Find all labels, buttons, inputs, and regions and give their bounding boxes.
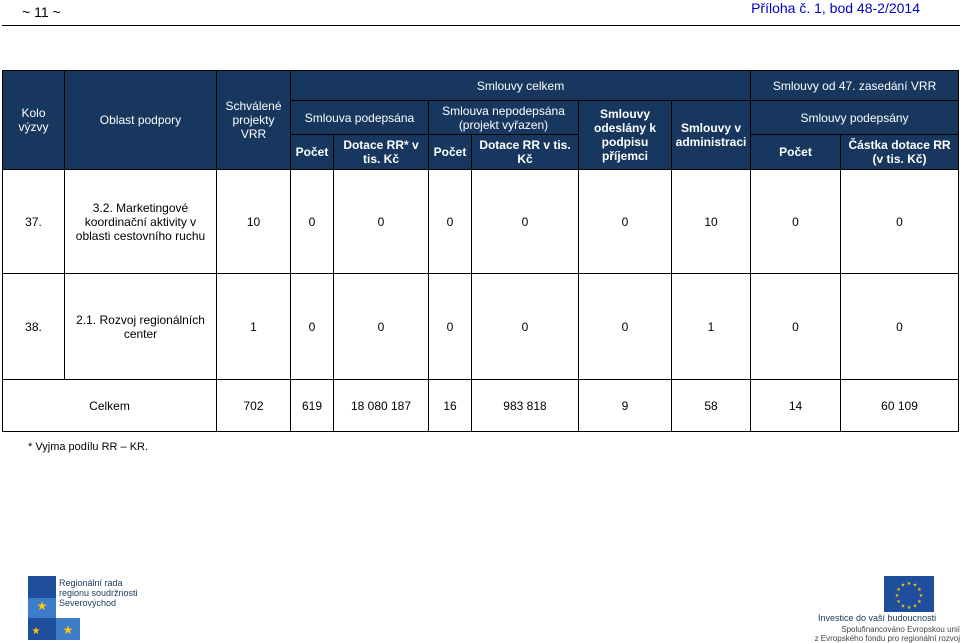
table-row — [3, 274, 959, 380]
total-value: 983 818 — [472, 380, 579, 432]
footnote: * Vyjma podílu RR – KR. — [28, 441, 149, 453]
header-podepsana: Smlouva podepsána — [291, 101, 429, 135]
row-value: 0 — [429, 274, 472, 380]
svg-text:★: ★ — [918, 593, 924, 599]
header-dotace-podepsana: Dotace RR* v tis. Kč — [334, 135, 429, 170]
row-value: 0 — [472, 170, 579, 274]
row-value: 10 — [672, 170, 751, 274]
header-schvalene: Schválené projekty VRR — [217, 71, 291, 170]
logo-left-line1: Regionální rada — [59, 578, 123, 588]
row-oblast: 2.1. Rozvoj regionálních center — [65, 274, 217, 380]
row-value: 0 — [429, 170, 472, 274]
attachment-reference: Příloha č. 1, bod 48-2/2014 — [751, 0, 920, 16]
row-value: 0 — [291, 274, 334, 380]
svg-text:★: ★ — [894, 593, 900, 599]
logo-left-line2: regionu soudržnosti — [59, 588, 138, 598]
svg-text:★: ★ — [36, 599, 48, 613]
svg-text:★: ★ — [912, 603, 918, 610]
total-value: 702 — [217, 380, 291, 432]
row-value: 0 — [472, 274, 579, 380]
eu-flag-icon — [884, 576, 934, 612]
svg-text:★: ★ — [896, 587, 901, 593]
total-value: 18 080 187 — [334, 380, 429, 432]
header-podepsany: Smlouvy podepsány — [751, 101, 959, 135]
svg-text:★: ★ — [31, 626, 41, 637]
header-kolo: Kolo výzvy — [3, 71, 65, 170]
row-value: 0 — [751, 170, 841, 274]
row-value: 0 — [291, 170, 334, 274]
row-value: 0 — [841, 170, 959, 274]
total-value: 14 — [751, 380, 841, 432]
svg-text:★: ★ — [906, 605, 912, 611]
table-row — [3, 170, 959, 274]
header-group-since: Smlouvy od 47. zasedání VRR — [751, 71, 959, 101]
row-value: 0 — [334, 170, 429, 274]
header-nepodepsana: Smlouva nepodepsána (projekt vyřazen) — [429, 101, 579, 135]
header-pocet-nepodepsana: Počet — [429, 135, 472, 170]
eu-logo-line3: z Evropského fondu pro regionální rozvoj — [814, 634, 960, 643]
row-value: 0 — [579, 274, 672, 380]
contracts-table — [2, 70, 959, 432]
eu-logo-line1: Investice do vaší budoucnosti — [818, 613, 937, 623]
header-dotace-nepodepsana: Dotace RR v tis. Kč — [472, 135, 579, 170]
page-number: ~ 11 ~ — [22, 4, 61, 20]
header-rule — [2, 25, 960, 26]
header-odeslany: Smlouvy odeslány k podpisu příjemci — [579, 101, 672, 170]
total-label: Celkem — [3, 380, 217, 432]
row-value: 0 — [841, 274, 959, 380]
row-oblast: 3.2. Marketingové koordinační aktivity v oblasti cestovního ruchu — [65, 170, 217, 274]
row-value: 1 — [217, 274, 291, 380]
logo-left-line3: Severovýchod — [59, 598, 117, 608]
total-value: 58 — [672, 380, 751, 432]
row-kolo: 37. — [3, 170, 65, 274]
total-value: 619 — [291, 380, 334, 432]
svg-text:★: ★ — [912, 582, 918, 589]
svg-text:★: ★ — [906, 581, 912, 587]
row-value: 0 — [751, 274, 841, 380]
eu-logo — [800, 576, 960, 643]
svg-text:★: ★ — [62, 623, 74, 637]
header-oblast: Oblast podpory — [65, 71, 217, 170]
total-value: 60 109 — [841, 380, 959, 432]
row-kolo: 38. — [3, 274, 65, 380]
svg-text:★: ★ — [917, 599, 922, 605]
svg-text:★: ★ — [900, 603, 906, 610]
row-value: 0 — [334, 274, 429, 380]
header-pocet-podepsany: Počet — [751, 135, 841, 170]
svg-text:★: ★ — [896, 599, 901, 605]
header-administraci: Smlouvy v administraci — [672, 101, 751, 170]
header-pocet-podepsana: Počet — [291, 135, 334, 170]
eu-logo-line2: Spolufinancováno Evropskou unií — [841, 625, 960, 634]
total-value: 16 — [429, 380, 472, 432]
total-value: 9 — [579, 380, 672, 432]
header-castka-podepsany: Částka dotace RR (v tis. Kč) — [841, 135, 959, 170]
row-value: 10 — [217, 170, 291, 274]
regional-council-logo — [28, 576, 178, 640]
total-row — [3, 380, 959, 432]
svg-text:★: ★ — [917, 587, 922, 593]
row-value: 0 — [579, 170, 672, 274]
svg-text:★: ★ — [900, 582, 906, 589]
row-value: 1 — [672, 274, 751, 380]
header-group-total: Smlouvy celkem — [291, 71, 751, 101]
